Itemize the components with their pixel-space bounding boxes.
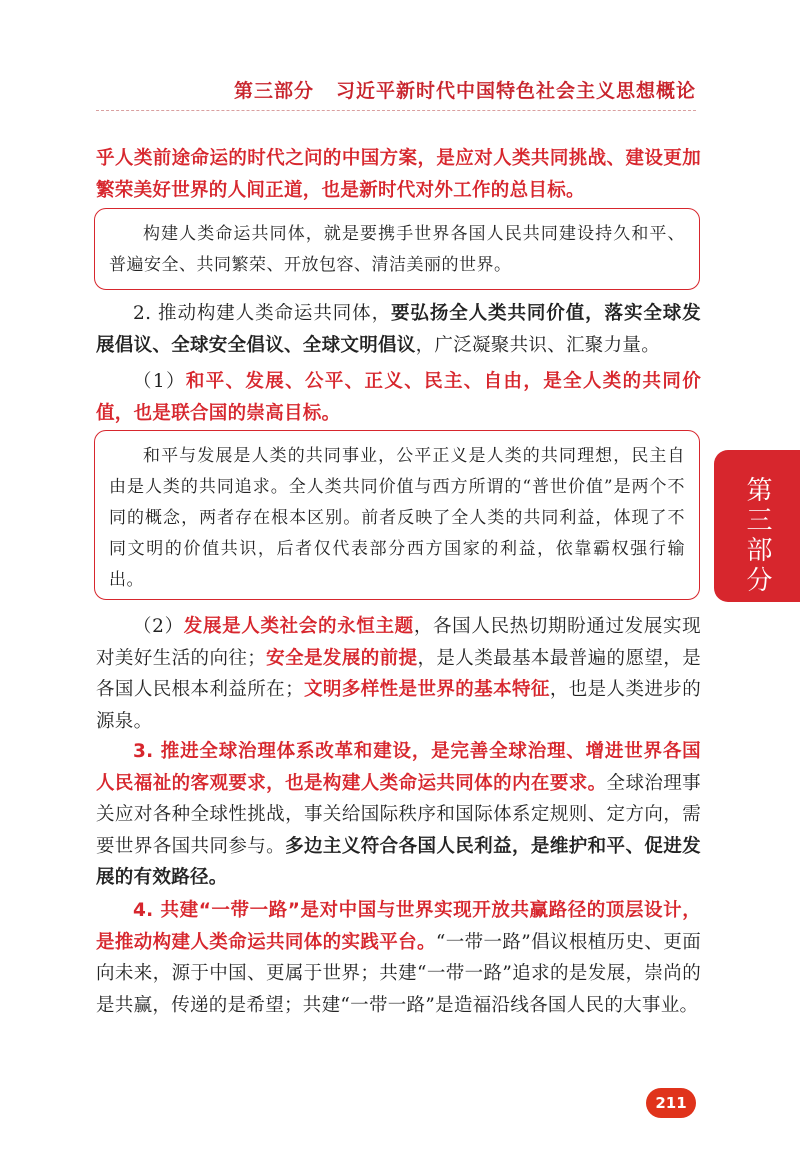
p4-text: “一带一路”倡议根植历史、更面向未来，源于中国、更属于世界；共建“一带一路”追求的是发展，崇尚的是共赢，传递的是希望；共建“一带一路”是造福沿线各国人民的大事业。 (96, 931, 701, 1016)
p2-2-red-1: 发展是人类社会的永恒主题 (183, 616, 414, 637)
p2-1-highlight: 和平、发展、公平、正义、民主、自由，是全人类的共同价值，也是联合国的崇高目标。 (96, 371, 701, 424)
paragraph-2 (96, 298, 701, 361)
paragraph-4 (96, 895, 701, 1021)
paragraph-2-2 (96, 611, 701, 737)
header-book-title: 习近平新时代中国特色社会主义思想概论 (335, 80, 696, 102)
p2-2-text-1: ，各国人民热切期盼通过发展实现对美好生活的向往； (96, 616, 701, 669)
p2-2-red-2: 安全是发展的前提 (266, 647, 418, 669)
definition-box (94, 208, 700, 290)
p2-2-red-3: 文明多样性是世界的基本特征 (303, 679, 550, 700)
p3-text: 全球治理事关应对各种全球性挑战，事关给国际秩序和国际体系定规则、定方向，需要世界各国共同参与。 (96, 772, 701, 857)
p2-lead: 2. 推动构建人类命运共同体， (133, 303, 391, 324)
p2-tail: ，广泛凝聚共识、汇聚力量。 (415, 334, 661, 356)
page-header (234, 76, 696, 103)
paragraph-3 (96, 736, 701, 894)
p3-highlight: 3. 推进全球治理体系改革和建设，是完善全球治理、增进世界各国人民福祉的客观要求，也是构建人类命运共同体的内在要求。 (96, 741, 701, 794)
intro-highlight: 乎人类前途命运的时代之问的中国方案，是应对人类共同挑战、建设更加繁荣美好世界的人间正道，也是新时代对外工作的总目标。 (96, 148, 701, 201)
p2-2-text-2: ，是人类最基本最普遍的愿望，是各国人民根本利益所在； (96, 647, 701, 700)
values-box (94, 430, 700, 600)
header-part-label: 第三部分 (233, 80, 314, 102)
paragraph-2-1 (96, 366, 701, 429)
definition-text: 构建人类命运共同体，就是要携手世界各国人民共同建设持久和平、普遍安全、共同繁荣、开放包容、清洁美丽的世界。 (109, 224, 685, 275)
side-tab (714, 450, 800, 602)
p3-bold: 多边主义符合各国人民利益，是维护和平、促进发展的有效路径。 (96, 835, 701, 888)
header-divider (96, 110, 696, 111)
page-number (646, 1088, 696, 1118)
side-tab-label: 第三部分 (742, 476, 772, 596)
p2-bold: 要弘扬全人类共同价值，落实全球发展倡议、全球安全倡议、全球文明倡议 (96, 303, 701, 356)
page-number-text: 211 (655, 1094, 687, 1112)
p4-highlight: 4. 共建“一带一路”是对中国与世界实现开放共赢路径的顶层设计，是推动构建人类命运共同体的实践平台。 (96, 900, 701, 953)
values-text: 和平与发展是人类的共同事业，公平正义是人类的共同理想，民主自由是人类的共同追求。全人类共同价值与西方所谓的“普世价值”是两个不同的概念，两者存在根本区别。前者反映了全人类的共同利益，体现了不同文明的价值共识，后者仅代表部分西方国家的利益，依靠霸权强行输出。 (109, 446, 685, 590)
intro-paragraph (96, 143, 701, 206)
p2-2-text-3: ，也是人类进步的源泉。 (96, 679, 701, 732)
p2-2-number: （2） (133, 616, 184, 637)
p2-1-number: （1） (133, 371, 186, 392)
